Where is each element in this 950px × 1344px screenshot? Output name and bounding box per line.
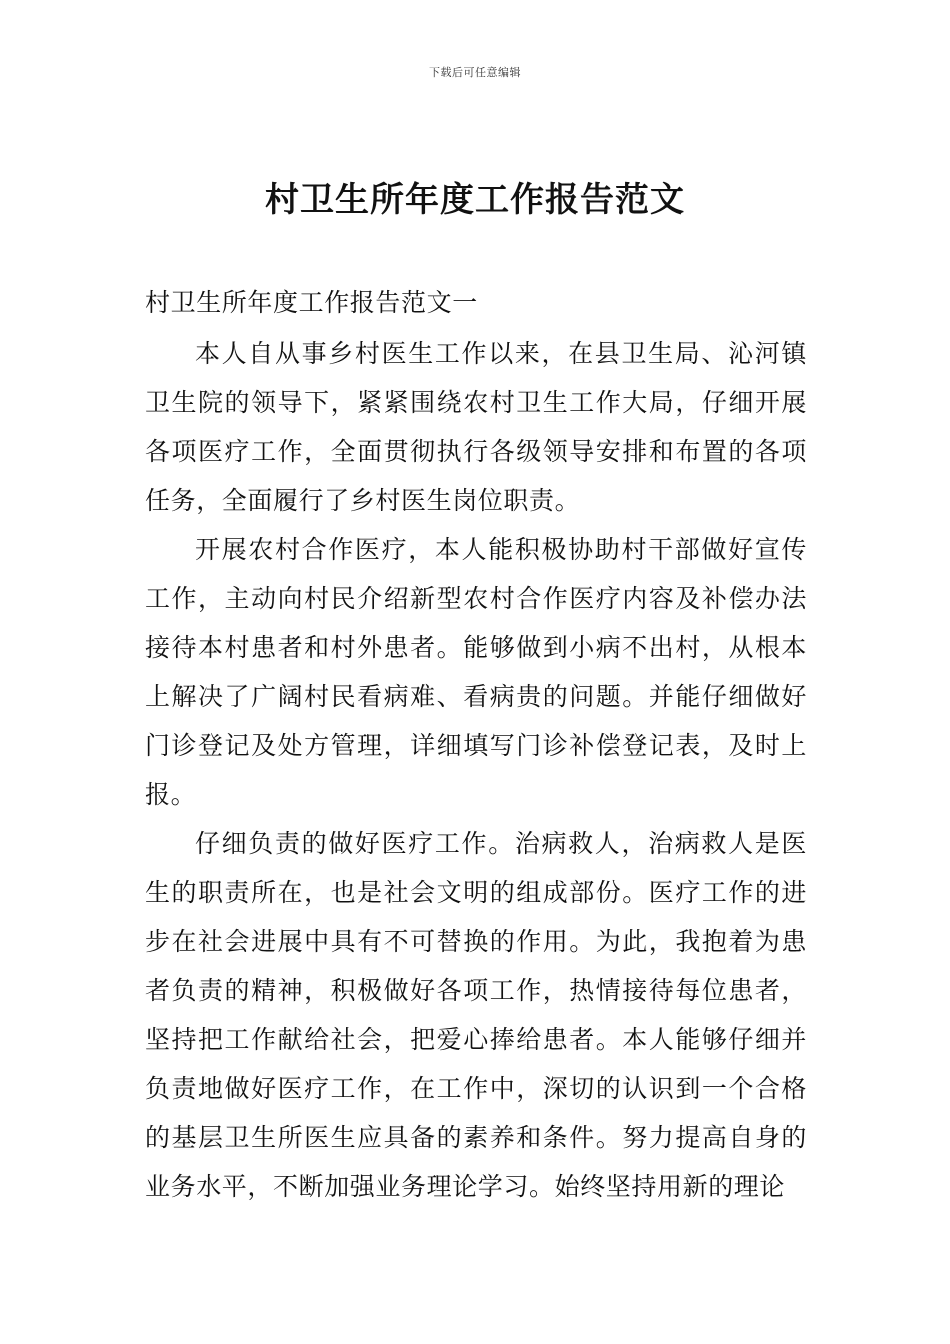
paragraph-3: 仔细负责的做好医疗工作。治病救人，治病救人是医生的职责所在，也是社会文明的组成部份。医疗工作的进步在社会进展中具有不可替换的作用。为此，我抱着为患者负责的精神，积极做好各项工作，热情接待每位患者，坚持把工作献给社会，把爱心捧给患者。本人能够仔细并负责地做好医疗工作，在工作中，深切的认识到一个合格的基层卫生所医生应具备的素养和条件。努力提高自身的业务水平，不断加强业务理论学习。始终坚持用新的理论	[145, 829, 807, 1201]
section-title: 村卫生所年度工作报告范文一	[145, 288, 478, 317]
header-note: 下载后可任意编辑	[429, 66, 521, 79]
paragraph-1: 本人自从事乡村医生工作以来，在县卫生局、沁河镇卫生院的领导下，紧紧围绕农村卫生工作大局，仔细开展各项医疗工作，全面贯彻执行各级领导安排和布置的各项任务，全面履行了乡村医生岗位职责。	[145, 339, 807, 515]
document-title: 村卫生所年度工作报告范文	[265, 180, 685, 220]
document-body	[145, 278, 807, 1211]
paragraph-2: 开展农村合作医疗，本人能积极协助村干部做好宣传工作，主动向村民介绍新型农村合作医疗内容及补偿办法接待本村患者和村外患者。能够做到小病不出村，从根本上解决了广阔村民看病难、看病贵的问题。并能仔细做好门诊登记及处方管理，详细填写门诊补偿登记表，及时上报。	[145, 535, 807, 809]
